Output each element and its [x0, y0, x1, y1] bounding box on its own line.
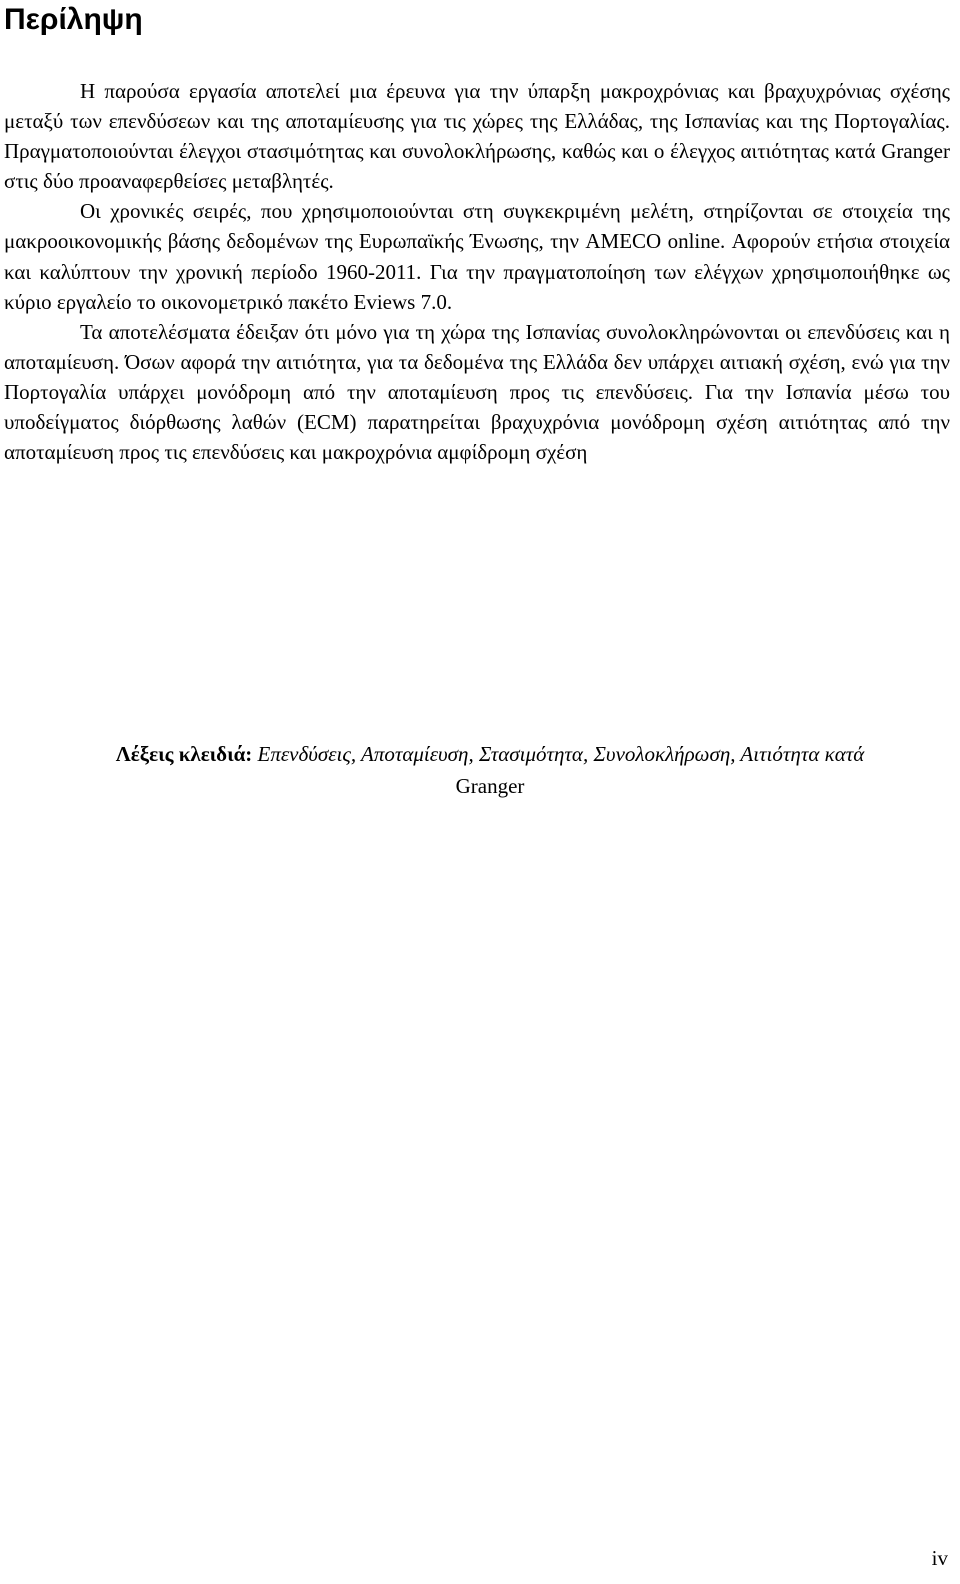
keywords-list-latin: Granger — [455, 774, 525, 798]
abstract-paragraph-intro: Η παρούσα εργασία αποτελεί μια έρευνα για την ύπαρξη μακροχρόνιας και βραχυχρόνιας σχέσης μεταξύ των επενδύσεων και της αποταμίευσης για τις χώρες της Ελλάδας, της Ισπανίας και της Πορτογαλίας. Πραγματοποιούνται έλεγχοι στασιμότητας και συνολοκλήρωσης, καθώς και ο έλεγχος αιτιότητας κατά Granger στις δύο προαναφερθείσες μεταβλητές. — [4, 79, 950, 194]
keywords-block — [90, 738, 890, 802]
keywords-list: Επενδύσεις, Αποταμίευση, Στασιμότητα, Συνολοκλήρωση, Αιτιότητα κατά — [257, 742, 865, 766]
abstract-paragraph-results: Τα αποτελέσματα έδειξαν ότι μόνο για τη χώρα της Ισπανίας συνολοκληρώνονται οι επενδύσεις και η αποταμίευση. Όσων αφορά την αιτιότητα, για τα δεδομένα της Ελλάδα δεν υπάρχει αιτιακή σχέση, ενώ για την Πορτογαλία υπάρχει μονόδρομη από την αποταμίευση προς τις επενδύσεις. Για την Ισπανία μέσω του υποδείγματος διόρθωσης λαθών (ECM) παρατηρείται βραχυχρόνια μονόδρομη σχέση αιτιότητας από την αποταμίευση προς τις επενδύσεις και μακροχρόνια αμφίδρομη σχέση — [4, 319, 950, 465]
keywords-label: Λέξεις κλειδιά: — [115, 742, 253, 766]
page-number: iv — [931, 1546, 948, 1570]
abstract-body — [4, 76, 950, 467]
page-title: Περίληψη — [4, 3, 143, 36]
abstract-paragraph-data: Οι χρονικές σειρές, που χρησιμοποιούνται στη συγκεκριμένη μελέτη, στηρίζονται σε στοιχεία της μακροοικονομικής βάσης δεδομένων της Ευρωπαϊκής Ένωσης, την AMECO online. Αφορούν ετήσια στοιχεία και καλύπτουν την χρονική περίοδο 1960-2011. Για την πραγματοποίηση των ελέγχων χρησιμοποιήθηκε ως κύριο εργαλείο το οικονομετρικό πακέτο Eviews 7.0. — [4, 199, 950, 314]
